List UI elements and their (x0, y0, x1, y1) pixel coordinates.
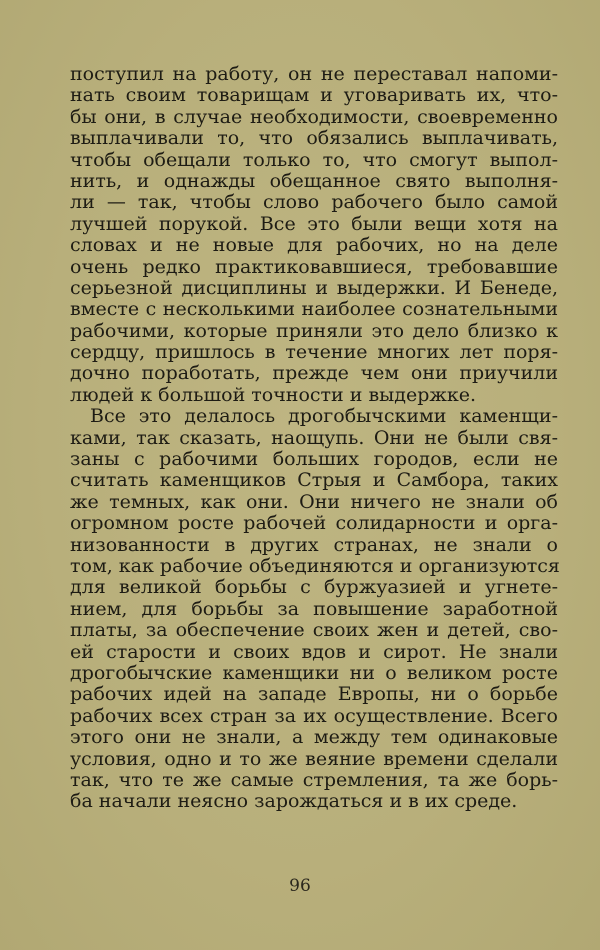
text-line: рабочих всех стран за их осуществление. Всего (70, 704, 558, 727)
text-line: рабочих идей на западе Европы, ни о борьбе (70, 683, 558, 706)
text-line: ками, так сказать, наощупь. Они не были свя- (70, 426, 558, 449)
text-line: чтобы обещали только то, что смогут выпол- (70, 148, 558, 171)
paragraph-start-line: Все это делалось дрогобычскими каменщи- (90, 405, 558, 428)
paragraph-end-line: людей к большой точности и выдержке. (70, 383, 477, 406)
text-line: огромном росте рабочей солидарности и орга- (70, 512, 558, 535)
text-line: так, что те же самые стремления, та же борь- (70, 768, 558, 791)
text-line: дочно поработать, прежде чем они приучили (70, 362, 558, 385)
text-line: низованности в других странах, не знали о (70, 533, 558, 556)
text-line: ей старости и своих вдов и сирот. Не знали (70, 640, 558, 663)
text-line: серьезной дисциплины и выдержки. И Бенеде, (70, 276, 558, 299)
text-line: очень редко практиковавшиеся, требовавшие (70, 255, 558, 278)
text-line: выплачивали то, что обязались выплачивать, (70, 127, 558, 150)
text-line: бы они, в случае необходимости, своевременно (70, 105, 558, 128)
text-line: этого они не знали, а между тем одинаковые (70, 726, 558, 749)
text-line: условия, одно и то же веяние времени сделали (70, 747, 558, 770)
paragraph-end-line: ба начали неясно зарождаться и в их среде. (70, 790, 518, 813)
text-line: дрогобычские каменщики ни о великом росте (70, 661, 558, 684)
text-line: считать каменщиков Стрыя и Самбора, таких (70, 469, 558, 492)
text-line: заны с рабочими больших городов, если не (70, 448, 558, 471)
text-line: ли — так, чтобы слово рабочего было самой (70, 191, 558, 214)
text-line: том, как рабочие объединяются и организуются (70, 554, 560, 577)
text-line: лучшей порукой. Все это были вещи хотя на (70, 212, 558, 235)
body-text (70, 64, 558, 813)
text-line: поступил на работу, он не переставал напоми- (70, 63, 558, 85)
text-line: платы, за обеспечение своих жен и детей, сво- (70, 619, 558, 642)
text-line: сердцу, пришлось в течение многих лет поря- (70, 341, 558, 364)
page-number: 96 (289, 876, 311, 896)
text-line: вместе с несколькими наиболее сознательными (70, 298, 558, 321)
text-line: нать своим товарищам и уговаривать их, что- (70, 84, 558, 107)
text-line: словах и не новые для рабочих, но на деле (70, 234, 558, 257)
text-line: же темных, как они. Они ничего не знали об (70, 490, 558, 513)
text-line: нить, и однажды обещанное свято выполня- (70, 169, 558, 192)
text-line: нием, для борьбы за повышение заработной (70, 597, 558, 620)
text-line: рабочими, которые приняли это дело близко к (70, 319, 558, 342)
text-line: для великой борьбы с буржуазией и угнете- (70, 576, 558, 599)
